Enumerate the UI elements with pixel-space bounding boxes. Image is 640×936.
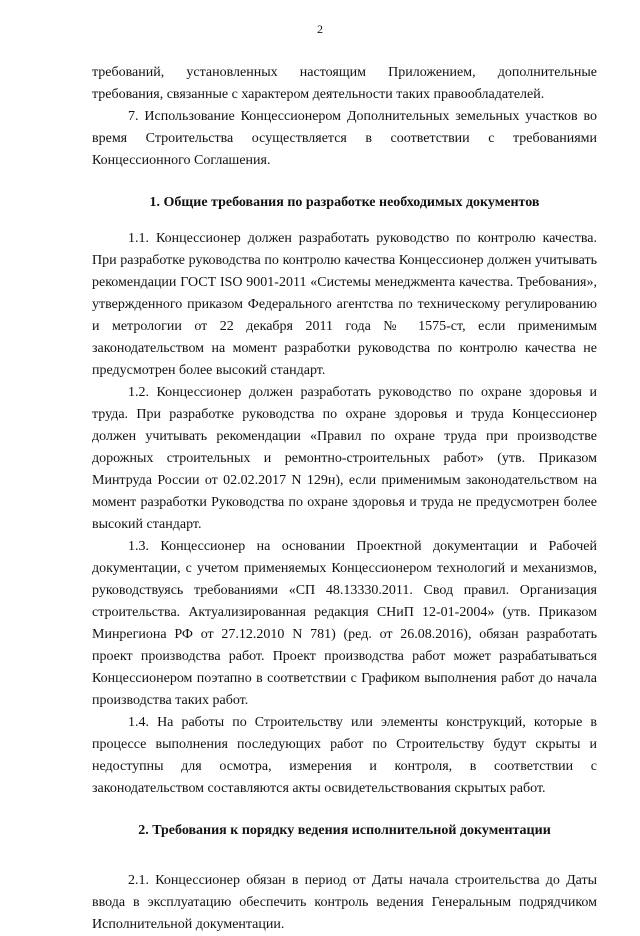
section-2-heading: 2. Требования к порядку ведения исполнительной документации (138, 823, 551, 838)
document-body (92, 62, 597, 936)
paragraph-1-2: 1.2. Концессионер должен разработать руководство по охране здоровья и труда. При разработке руководства по охране здоровья и труда Концессионер должен учитывать рекомендации «Правил по охране труда при производстве дорожных строительных и ремонтно-строительных работ» (утв. Приказом Минтруда России от 02.02.2017 N 129н), если применимым законодательством на момент разработки Руководства по охране здоровья и труда не предусмотрен более высокий стандарт. (92, 385, 597, 532)
paragraph-1-1: 1.1. Концессионер должен разработать руководство по контролю качества. При разработке руководства по контролю качества Концессионер должен учитывать рекомендации ГОСТ ISO 9001-2011 «Системы менеджмента качества. Требования», утвержденного приказом Федерального агентства по техническому регулированию и метрологии от 22 декабря 2011 года № 1575-ст, если применимым законодательством на момент разработки руководства по контролю качества не предусмотрен более высокий стандарт. (92, 231, 597, 378)
paragraph-1-4: 1.4. На работы по Строительству или элементы конструкций, которые в процессе выполнения последующих работ по Строительству будут скрыты и недоступны для осмотра, измерения и контроля, в соответствии с законодательством составляются акты освидетельствования скрытых работ. (92, 715, 597, 796)
paragraph-1-3: 1.3. Концессионер на основании Проектной документации и Рабочей документации, с учетом применяемых Концессионером технологий и механизмов, руководствуясь требованиями «СП 48.13330.2011. Свод правил. Организация строительства. Актуализированная редакция СНиП 12-01-2004» (утв. Приказом Минрегиона РФ от 27.12.2010 N 781) (ред. от 26.08.2016), обязан разработать проект производства работ. Проект производства работ может разрабатываться Концессионером поэтапно в соответствии с Графиком выполнения работ до начала производства таких работ. (92, 539, 597, 708)
paragraph-2-1: 2.1. Концессионер обязан в период от Даты начала строительства до Даты ввода в эксплуатацию обеспечить контроль ведения Генеральным подрядчиком Исполнительной документации. (92, 873, 597, 932)
item-7-paragraph: 7. Использование Концессионером Дополнительных земельных участков во время Строительства осуществляется в соответствии с требованиями Концессионного Соглашения. (92, 109, 597, 168)
page-number: 2 (317, 22, 323, 36)
intro-continuation-paragraph: требований, установленных настоящим Приложением, дополнительные требования, связанные с характером деятельности таких правообладателей. (92, 65, 597, 102)
section-1-heading: 1. Общие требования по разработке необходимых документов (149, 195, 540, 210)
